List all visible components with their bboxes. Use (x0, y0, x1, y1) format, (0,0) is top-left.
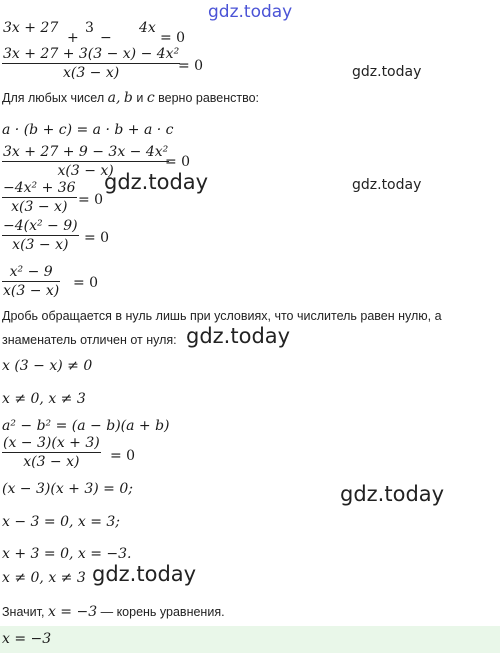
equals-zero-1: = 0 (160, 30, 186, 46)
operator-minus: − (100, 30, 112, 46)
fraction-line-7: $\frac{(x - 3)(x + 3)}{x(3 - x)}$ (3, 435, 100, 470)
watermark-5: gdz.today (340, 482, 445, 506)
fraction-term-3: 4x (139, 20, 156, 36)
fraction-term-1: 3x + 27 (3, 20, 59, 36)
difference-of-squares: a² − b² = (a − b)(a + b) (2, 418, 170, 434)
fraction-term-2: 3 (85, 20, 94, 36)
answer-value: x = −3 (2, 631, 52, 647)
distributive-law: a · (b + c) = a · b + a · c (2, 122, 174, 138)
root-1: x − 3 = 0, x = 3; (2, 514, 121, 530)
equals-zero-3: = 0 (165, 154, 191, 170)
watermark-top: gdz.today (208, 2, 293, 22)
answer-box (0, 626, 500, 653)
fraction-line-2: $\frac{\text{3x + 27 + 3(3 − x) − 4x²}}{x(3 - x)}$ (3, 46, 180, 81)
equals-zero-7: = 0 (110, 448, 136, 464)
equals-zero-5: = 0 (84, 230, 110, 246)
domain-restriction: x ≠ 0, x ≠ 3 (2, 391, 86, 407)
root-condition: x ≠ 0, x ≠ 3 (2, 570, 86, 586)
fraction-line-3: $\frac{\text{3x + 27 + 9 − 3x − 4x²}}{x(3 - x)}$ (3, 144, 169, 179)
fraction-line-5: $\frac{\text{−4(x² − 9)}}{x(3 - x)}$ (3, 218, 78, 253)
equals-zero-6: = 0 (73, 275, 99, 291)
watermark-6: gdz.today (92, 562, 197, 586)
equals-zero-4: = 0 (78, 192, 104, 208)
denominator-condition: x (3 − x) ≠ 0 (2, 358, 93, 374)
conclusion-text: Значит, x = −3 — корень уравнения. (2, 604, 225, 620)
watermark-2: gdz.today (104, 170, 209, 194)
root-2: x + 3 = 0, x = −3. (2, 546, 132, 562)
fraction-line-6: $\frac{\text{x² − 9}}{x(3 - x)}$ (3, 264, 60, 299)
condition-text-1: Дробь обращается в нуль лишь при условиях, что числитель равен нулю, а (2, 309, 442, 323)
watermark-3: gdz.today (352, 177, 422, 193)
rule-text: Для любых чисел a, b и c верно равенство: (2, 90, 260, 106)
product-zero: (x − 3)(x + 3) = 0; (2, 481, 133, 497)
watermark-1: gdz.today (352, 64, 422, 80)
watermark-4: gdz.today (186, 324, 291, 348)
equals-zero-2: = 0 (178, 58, 204, 74)
fraction-line-4: $\frac{\text{−4x² + 36}}{x(3 - x)}$ (3, 180, 76, 215)
operator-plus: + (67, 30, 79, 46)
condition-text-2: знаменатель отличен от нуля: (2, 333, 177, 347)
